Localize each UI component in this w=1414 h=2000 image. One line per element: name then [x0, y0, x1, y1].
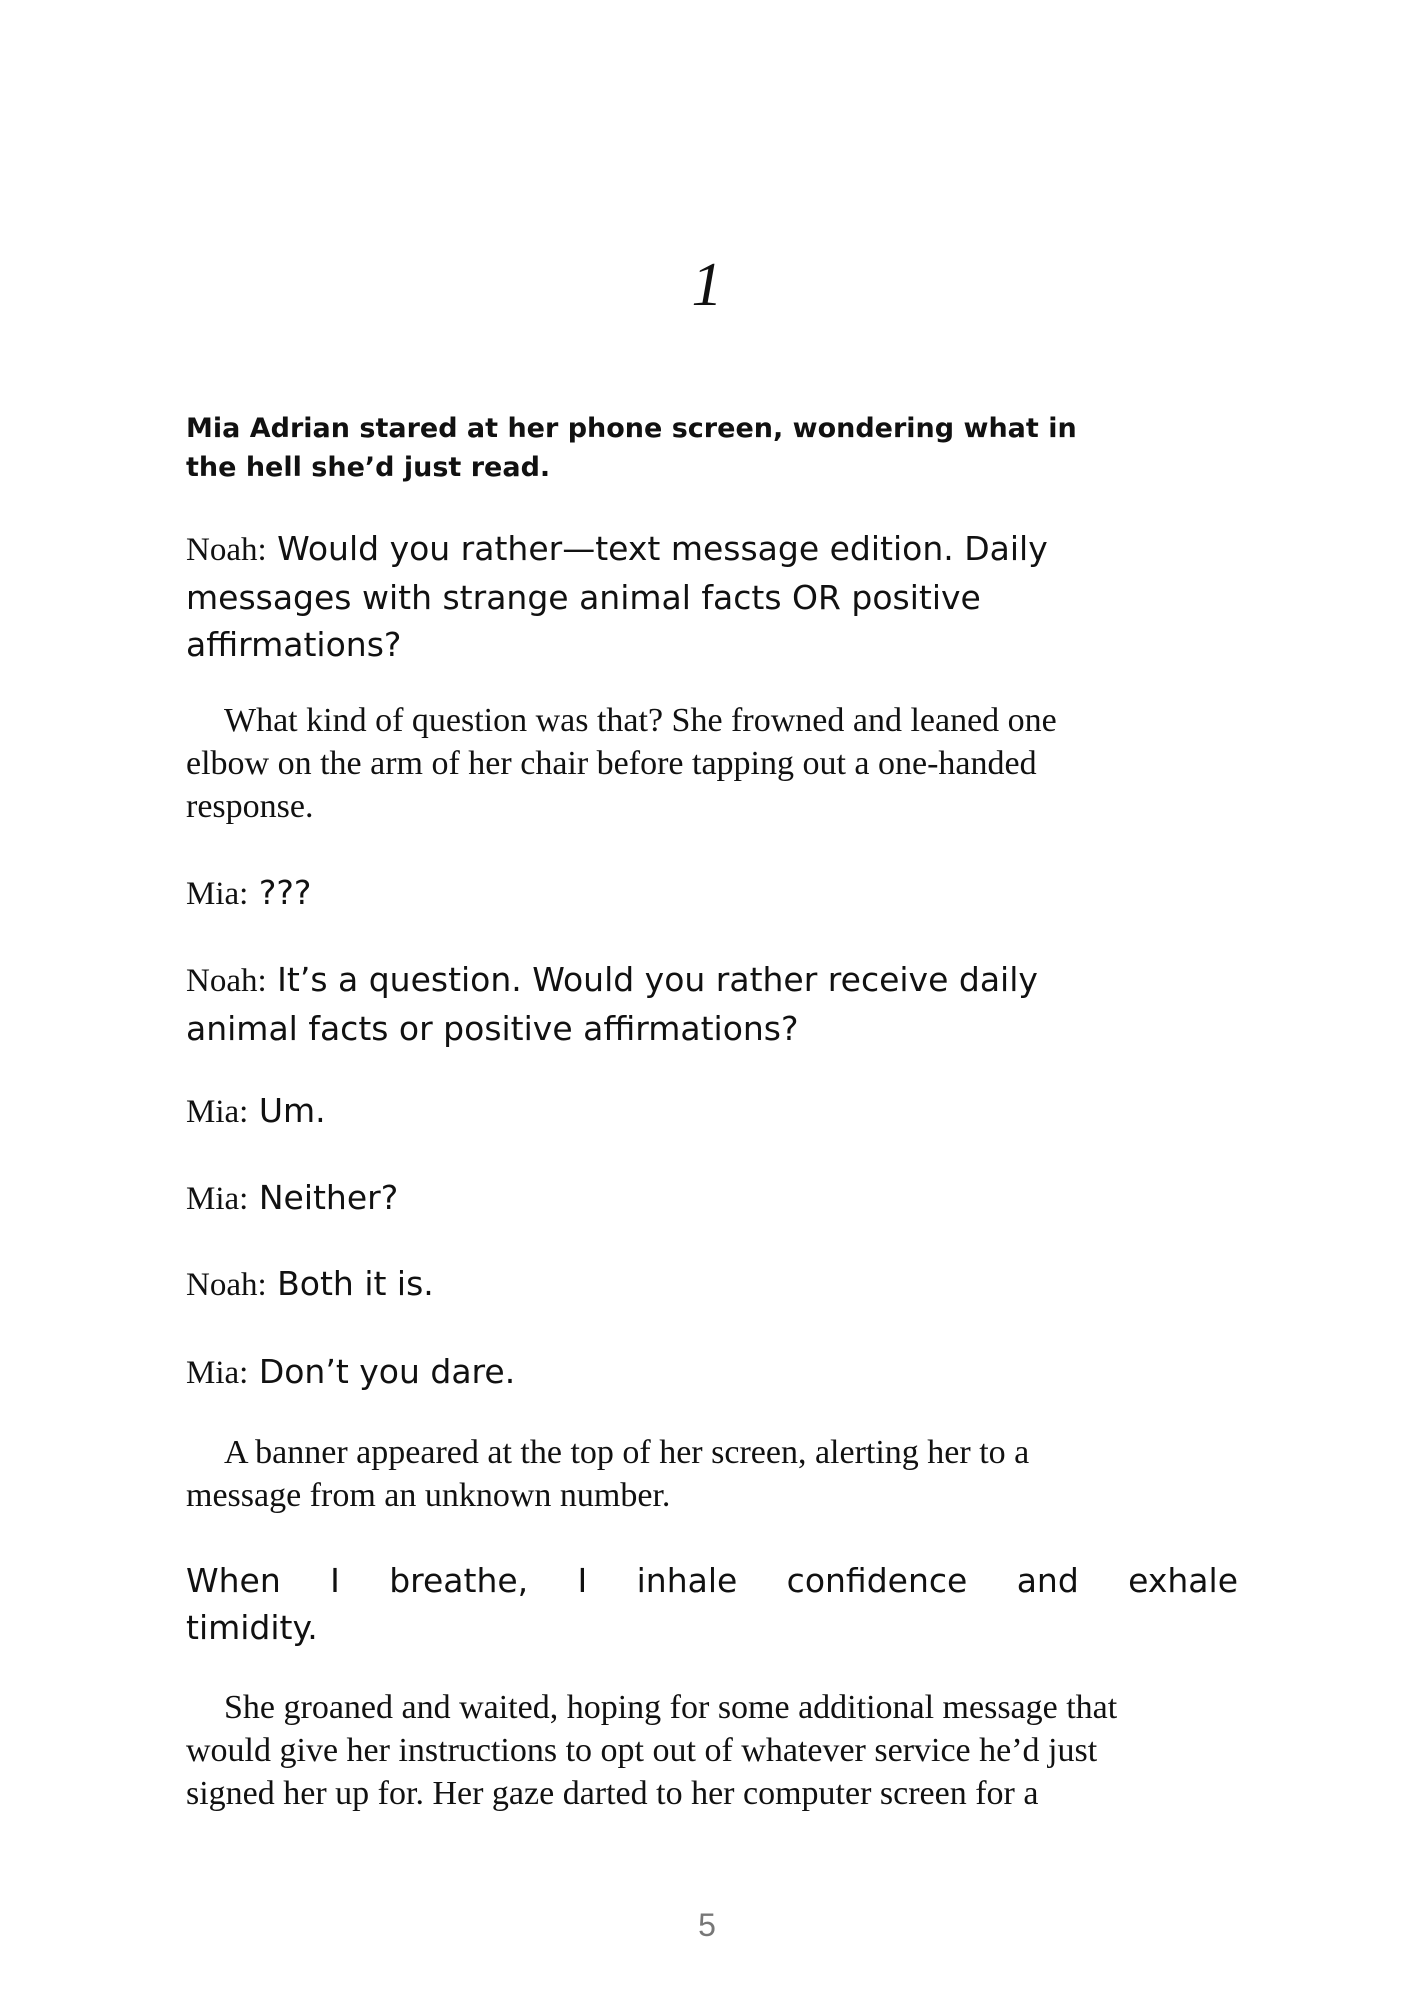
prose-paragraph	[186, 1431, 1238, 1517]
text-line: elbow on the arm of her chair before tapping out a one-handed	[186, 745, 1037, 782]
text-line: A banner appeared at the top of her screen, alerting her to a	[224, 1434, 1030, 1471]
message-text: Neither?	[258, 1178, 399, 1217]
message-text: Would you rather—text message edition. Daily	[277, 529, 1048, 568]
text-line: response.	[186, 788, 314, 825]
prose-paragraph	[186, 699, 1238, 828]
affirmation-message	[186, 1557, 1238, 1651]
message-text: ???	[258, 873, 312, 912]
speaker-label: Noah:	[186, 1267, 267, 1303]
message-text: animal facts or positive affirmations?	[186, 1009, 799, 1048]
message-text: Um.	[258, 1091, 326, 1130]
text-message	[186, 1348, 1238, 1397]
message-text: affirmations?	[186, 625, 402, 664]
speaker-label: Noah:	[186, 963, 267, 999]
prose-paragraph	[186, 1686, 1238, 1815]
text-message	[186, 1260, 1238, 1309]
page-number: 5	[698, 1907, 716, 1943]
chapter-number: 1	[691, 251, 723, 319]
speaker-label: Mia:	[186, 1094, 249, 1130]
opening-paragraph	[186, 409, 1238, 487]
text-message	[186, 525, 1238, 668]
speaker-label: Mia:	[186, 1355, 249, 1391]
text-line: would give her instructions to opt out of whatever service he’d just	[186, 1732, 1098, 1769]
text-line: signed her up for. Her gaze darted to her computer screen for a	[186, 1775, 1039, 1812]
text-line: timidity.	[186, 1608, 318, 1647]
text-line: message from an unknown number.	[186, 1477, 671, 1514]
text-line: When I breathe, I inhale confidence and exhale	[186, 1561, 1238, 1600]
message-text: It’s a question. Would you rather receive daily	[277, 960, 1038, 999]
message-text: messages with strange animal facts OR positive	[186, 578, 981, 617]
speaker-label: Mia:	[186, 1181, 249, 1217]
speaker-label: Noah:	[186, 532, 267, 568]
text-message	[186, 1174, 1238, 1223]
text-line: She groaned and waited, hoping for some additional message that	[224, 1689, 1118, 1726]
text-line: the hell she’d just read.	[186, 452, 551, 483]
text-line: What kind of question was that? She frowned and leaned one	[224, 702, 1057, 739]
message-text: Both it is.	[277, 1264, 434, 1303]
text-message	[186, 869, 1238, 918]
text-message	[186, 1087, 1238, 1136]
text-line: Mia Adrian stared at her phone screen, wondering what in	[186, 413, 1077, 444]
speaker-label: Mia:	[186, 876, 249, 912]
message-text: Don’t you dare.	[258, 1352, 516, 1391]
text-message	[186, 956, 1238, 1052]
